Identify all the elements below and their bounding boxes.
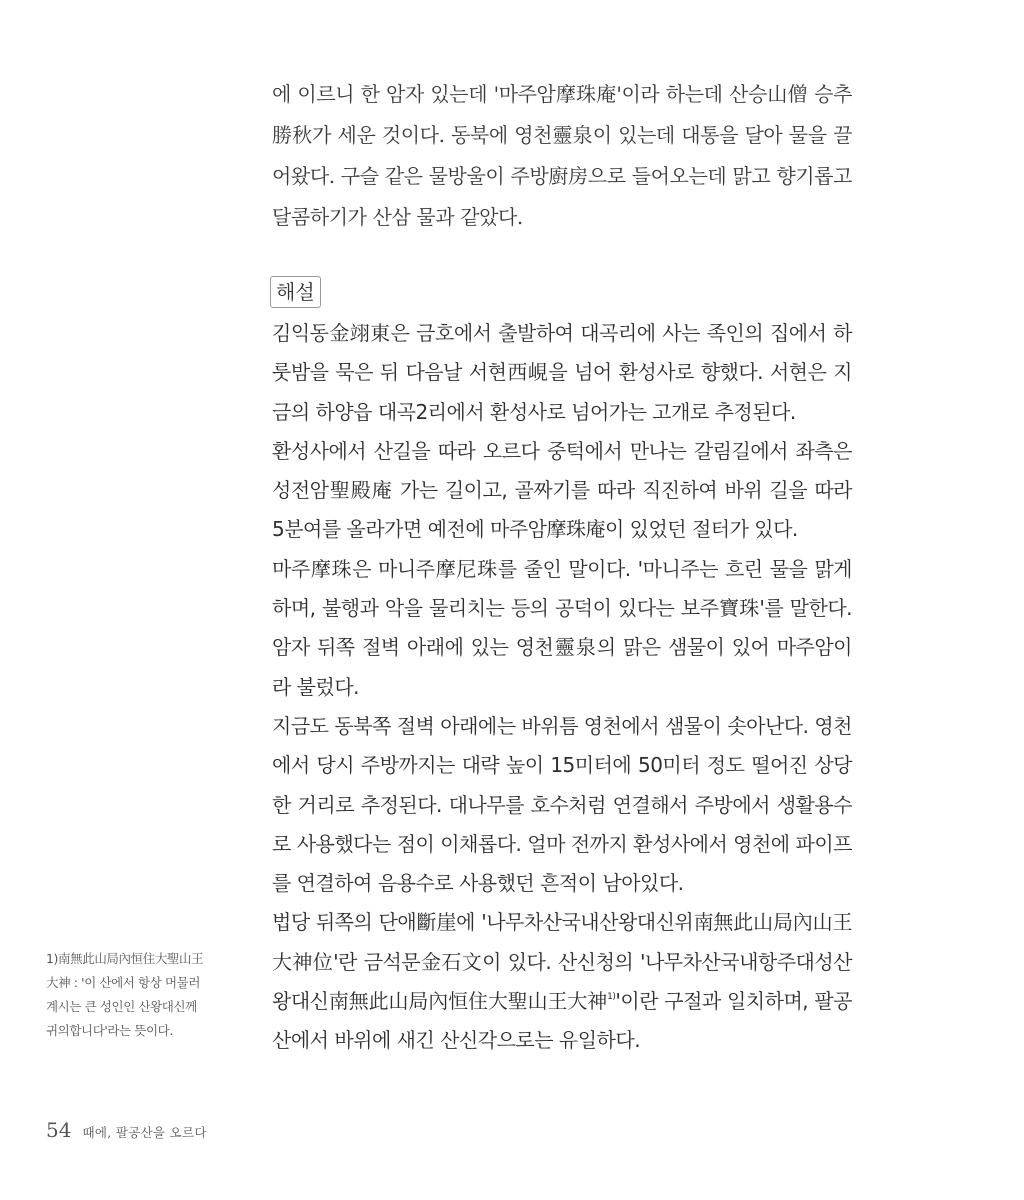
side-footnote: 1)南無此山局內恒住大聖山王大神 : '이 산에서 항상 머물러 계시는 큰 성인인 산왕대신께 귀의합니다'라는 뜻이다. [46,951,204,1038]
section-label-commentary: 해설 [270,276,321,308]
quote-paragraph: 에 이르니 한 암자 있는데 '마주암摩珠庵'이라 하는데 산승山僧 승추勝秋가 세운 것이다. 동북에 영천靈泉이 있는데 대통을 달아 물을 끌어왔다. 구슬 같은 물방울이 주방廚房으로 들어오는데 맑고 향기롭고 달콤하기가 산삼 물과 같았다. [272,82,852,229]
page-number: 54 [46,1118,72,1142]
commentary-paragraph-1: 김익동金翊東은 금호에서 출발하여 대곡리에 사는 족인의 집에서 하룻밤을 묵은 뒤 다음날 서현西峴을 넘어 환성사로 향했다. 서현은 지금의 하양읍 대곡2리에서 환성사로 넘어가는 고개로 추정된다. [272,321,852,424]
paragraph-5-text-a: 법당 뒤쪽의 단애斷崖에 '나무차산국내산왕대신위南無此山局內山王大神位'란 금석문金石文이 있다. 산신청의 '나무차산국내항주대성산왕대신南無此山局內恒住大聖山王大神 [272,910,852,1014]
page-footer [46,1118,207,1142]
paragraph-5-text-b: '이란 구절과 일치하며, 팔공산에서 바위에 새긴 산신각으로는 유일하다. [272,989,852,1053]
commentary-paragraph-4: 지금도 동북쪽 절벽 아래에는 바위틈 영천에서 샘물이 솟아난다. 영천에서 당시 주방까지는 대략 높이 15미터에 50미터 정도 떨어진 상당한 거리로 추정된다. 대나무를 호수처럼 연결해서 주방에서 생활용수로 사용했다는 점이 이채롭다. 얼마 전까지 환성사에서 영천에 파이프를 연결하여 음용수로 사용했던 흔적이 남아있다. [272,713,852,896]
commentary-paragraph-5 [272,903,852,1060]
running-title: 때에, 팔공산을 오르다 [82,1125,207,1140]
footnote-reference[interactable]: 1) [607,992,616,1003]
classical-text-translation [272,74,852,238]
commentary-body [272,314,852,1061]
commentary-paragraph-2: 환성사에서 산길을 따라 오르다 중턱에서 만나는 갈림길에서 좌측은 성전암聖殿庵 가는 길이고, 골짜기를 따라 직진하여 바위 길을 따라 5분여를 올라가면 예전에 마주암摩珠庵이 있었던 절터가 있다. [272,438,852,542]
commentary-paragraph-3: 마주摩珠은 마니주摩尼珠를 줄인 말이다. '마니주는 흐린 물을 맑게 하며, 불행과 악을 물리치는 등의 공덕이 있다는 보주寶珠'를 말한다. 암자 뒤쪽 절벽 아래에 있는 영천靈泉의 맑은 샘물이 있어 마주암이라 불렀다. [272,556,852,699]
